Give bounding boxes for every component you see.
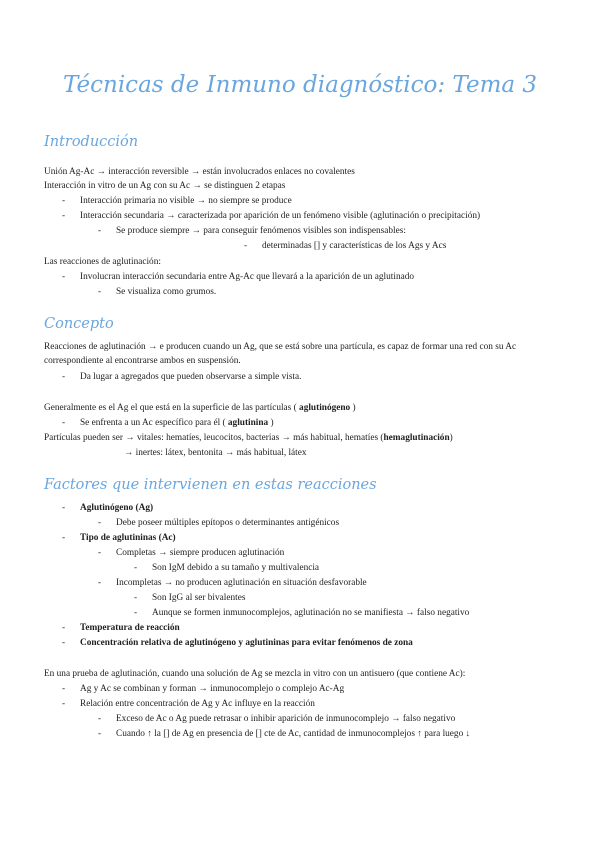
intro-bullet-1 bbox=[62, 195, 292, 207]
heading-introduccion: Introducción bbox=[44, 134, 139, 150]
concepto-line-3-a: Generalmente es el Ag el que está en la superficie de las partículas ( bbox=[44, 403, 300, 413]
factores-bullet-1-text: Aglutinógeno (Ag) bbox=[80, 503, 154, 513]
intro-bullet-3 bbox=[62, 271, 415, 283]
bullet-dash: - bbox=[62, 533, 66, 543]
intro-subbullet-2 bbox=[98, 286, 217, 298]
factores-subsubbullet-2-text: Son IgG al ser bivalentes bbox=[152, 593, 246, 603]
bullet-dash: - bbox=[134, 593, 138, 603]
intro-subbullet-1-text: Se produce siempre → para conseguir fenómenos visibles son indispensables: bbox=[116, 226, 406, 236]
factores-bullet-2 bbox=[62, 532, 176, 544]
intro-subbullet-2-text: Se visualiza como grumos. bbox=[116, 287, 217, 297]
factores-subbullet-5-text: Cuando ↑ la [] de Ag en presencia de [] cte de Ac, cantidad de inmunocomplejos ↑ para luego ↓ bbox=[116, 729, 471, 739]
heading-concepto: Concepto bbox=[44, 316, 114, 332]
page-title: Técnicas de Inmuno diagnóstico: Tema 3 bbox=[62, 72, 538, 98]
bullet-dash: - bbox=[62, 684, 66, 694]
intro-subsubbullet-1 bbox=[244, 240, 447, 252]
concepto-bullet-2-a: Se enfrenta a un Ac específico para él ( bbox=[80, 418, 228, 428]
bullet-dash: - bbox=[134, 563, 138, 573]
bullet-dash: - bbox=[62, 272, 66, 282]
factores-bullet-5 bbox=[62, 683, 345, 695]
factores-bullet-1 bbox=[62, 502, 154, 514]
intro-line-3: Las reacciones de aglutinación: bbox=[44, 257, 161, 267]
intro-bullet-2-text: Interacción secundaria → caracterizada por aparición de un fenómeno visible (aglutinación o precipitación) bbox=[80, 211, 481, 221]
term-hemaglutinacion: hemaglutinación bbox=[383, 433, 450, 443]
factores-bullet-3 bbox=[62, 622, 180, 634]
bullet-dash: - bbox=[62, 503, 66, 513]
bullet-dash: - bbox=[62, 211, 66, 221]
bullet-dash: - bbox=[98, 729, 102, 739]
factores-line-1: En una prueba de aglutinación, cuando una solución de Ag se mezcla in vitro con un antisuero (que contiene Ac): bbox=[44, 669, 466, 679]
bullet-dash: - bbox=[244, 241, 248, 251]
concepto-line-2: correspondiente al encontrarse ambos en suspensión. bbox=[44, 356, 241, 366]
concepto-line-5: → inertes: látex, bentonita → más habitual, látex bbox=[124, 448, 307, 458]
concepto-line-1: Reacciones de aglutinación → e producen cuando un Ag, que se está sobre una partícula, es capaz de formar una red con su Ac bbox=[44, 342, 517, 352]
factores-subbullet-4-text: Exceso de Ac o Ag puede retrasar o inhibir aparición de inmunocomplejo → falso negativo bbox=[116, 714, 456, 724]
factores-subbullet-3 bbox=[98, 577, 367, 589]
concepto-bullet-1-text: Da lugar a agregados que pueden observarse a simple vista. bbox=[80, 372, 302, 382]
intro-line-1: Unión Ag-Ac → interacción reversible → están involucrados enlaces no covalentes bbox=[44, 167, 355, 177]
concepto-line-3-c: ) bbox=[350, 403, 356, 413]
bullet-dash: - bbox=[62, 372, 66, 382]
bullet-dash: - bbox=[98, 578, 102, 588]
intro-subbullet-1 bbox=[98, 225, 406, 237]
bullet-dash: - bbox=[98, 548, 102, 558]
intro-bullet-2 bbox=[62, 210, 481, 222]
factores-bullet-4 bbox=[62, 637, 413, 649]
concepto-bullet-2-c: ) bbox=[268, 418, 274, 428]
factores-subbullet-1 bbox=[98, 517, 340, 529]
factores-subbullet-5 bbox=[98, 728, 471, 740]
factores-bullet-6 bbox=[62, 698, 315, 710]
bullet-dash: - bbox=[98, 714, 102, 724]
concepto-line-3 bbox=[44, 402, 356, 414]
bullet-dash: - bbox=[62, 196, 66, 206]
concepto-line-4-a: Partículas pueden ser → vitales: hematíes, leucocitos, bacterias → más habitual, hematíes ( bbox=[44, 433, 384, 443]
bullet-dash: - bbox=[134, 608, 138, 618]
concepto-line-4-c: ) bbox=[449, 433, 453, 443]
factores-bullet-6-text: Relación entre concentración de Ag y Ac influye en la reacción bbox=[80, 699, 315, 709]
factores-subsubbullet-1 bbox=[134, 562, 320, 574]
term-aglutinogeno: aglutinógeno bbox=[299, 403, 351, 413]
intro-bullet-3-text: Involucran interacción secundaria entre Ag-Ac que llevará a la aparición de un aglutinado bbox=[80, 272, 415, 282]
concepto-line-4 bbox=[44, 432, 453, 444]
factores-subbullet-4 bbox=[98, 713, 456, 725]
factores-subbullet-1-text: Debe poseer múltiples epítopos o determinantes antigénicos bbox=[116, 518, 340, 528]
concepto-bullet-1 bbox=[62, 371, 302, 383]
heading-factores: Factores que intervienen en estas reacciones bbox=[44, 477, 377, 493]
factores-bullet-2-text: Tipo de aglutininas (Ac) bbox=[80, 533, 176, 543]
factores-bullet-5-text: Ag y Ac se combinan y forman → inmunocomplejo o complejo Ac-Ag bbox=[80, 684, 345, 694]
bullet-dash: - bbox=[62, 638, 66, 648]
bullet-dash: - bbox=[98, 518, 102, 528]
bullet-dash: - bbox=[62, 623, 66, 633]
factores-subbullet-3-text: Incompletas → no producen aglutinación en situación desfavorable bbox=[116, 578, 367, 588]
factores-subsubbullet-2 bbox=[134, 592, 246, 604]
bullet-dash: - bbox=[98, 226, 102, 236]
factores-subbullet-2-text: Completas → siempre producen aglutinación bbox=[116, 548, 285, 558]
intro-line-2: Interacción in vitro de un Ag con su Ac → se distinguen 2 etapas bbox=[44, 181, 286, 191]
bullet-dash: - bbox=[98, 287, 102, 297]
factores-subsubbullet-1-text: Son IgM debido a su tamaño y multivalencia bbox=[152, 563, 320, 573]
bullet-dash: - bbox=[62, 699, 66, 709]
bullet-dash: - bbox=[62, 418, 66, 428]
intro-subsubbullet-1-text: determinadas [] y características de los Ags y Acs bbox=[262, 241, 447, 251]
factores-bullet-4-text: Concentración relativa de aglutinógeno y aglutininas para evitar fenómenos de zona bbox=[80, 638, 413, 648]
intro-bullet-1-text: Interacción primaria no visible → no siempre se produce bbox=[80, 196, 292, 206]
factores-subsubbullet-3 bbox=[134, 607, 470, 619]
factores-subbullet-2 bbox=[98, 547, 285, 559]
term-aglutinina: aglutinina bbox=[227, 418, 269, 428]
concepto-bullet-2 bbox=[62, 417, 274, 429]
factores-bullet-3-text: Temperatura de reacción bbox=[80, 623, 180, 633]
factores-subsubbullet-3-text: Aunque se formen inmunocomplejos, aglutinación no se manifiesta → falso negativo bbox=[152, 608, 470, 618]
